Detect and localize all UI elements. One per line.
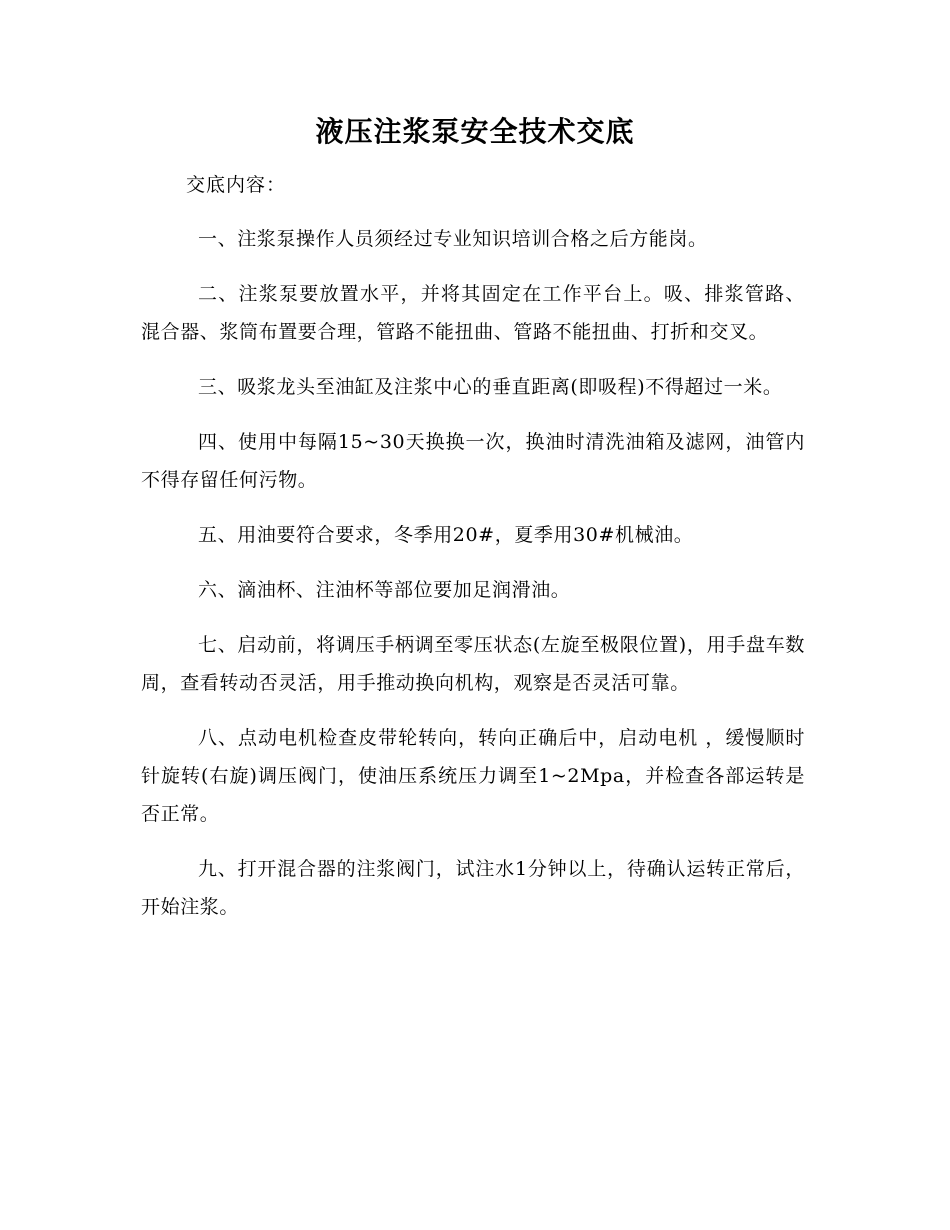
instruction-item-9: 九、打开混合器的注浆阀门，试注水1分钟以上，待确认运转正常后，开始注浆。 — [141, 858, 805, 918]
instruction-item-6: 六、滴油杯、注油杯等部位要加足润滑油。 — [198, 579, 571, 601]
instruction-item-2: 二、注浆泵要放置水平，并将其固定在工作平台上。吸、排浆管路、混合器、浆筒布置要合理，管路不能扭曲、管路不能扭曲、打折和交叉。 — [141, 283, 805, 343]
instruction-item-3: 三、吸浆龙头至油缸及注浆中心的垂直距离(即吸程)不得超过一米。 — [198, 376, 783, 398]
intro-label: 交底内容： — [186, 174, 287, 196]
instruction-list — [141, 220, 805, 943]
document-title: 液压注浆泵安全技术交底 — [315, 115, 635, 148]
instruction-item-7: 七、启动前，将调压手柄调至零压状态(左旋至极限位置)，用手盘车数周，查看转动否灵活，用手推动换向机构，观察是否灵活可靠。 — [141, 634, 805, 694]
instruction-item-1: 一、注浆泵操作人员须经过专业知识培训合格之后方能岗。 — [198, 228, 708, 250]
instruction-item-5: 五、用油要符合要求，冬季用20#，夏季用30#机械油。 — [198, 524, 694, 546]
instruction-item-4: 四、使用中每隔15~30天换换一次，换油时清洗油箱及滤网，油管内不得存留任何污物。 — [141, 431, 805, 491]
instruction-item-8: 八、点动电机检查皮带轮转向，转向正确后中，启动电机 ，缓慢顺时针旋转(右旋)调压阀门，使油压系统压力调至1~2Mpa，并检查各部运转是否正常。 — [141, 727, 805, 825]
